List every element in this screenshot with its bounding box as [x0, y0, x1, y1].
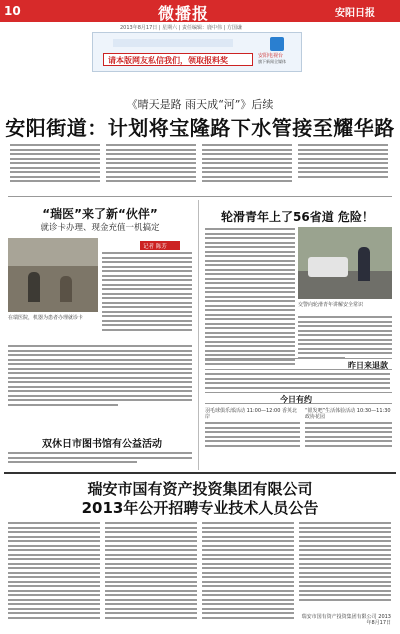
announcement-title-2: 2013年公开招聘专业技术人员公告 — [81, 499, 319, 517]
page-number: 10 — [4, 4, 21, 18]
event-left-body — [205, 422, 300, 449]
announcement-col-4 — [299, 522, 391, 610]
lead-col-1 — [10, 144, 100, 188]
right-story-body — [205, 228, 295, 368]
column-divider — [198, 200, 199, 470]
lead-col-3 — [202, 144, 292, 188]
library-story-body — [8, 452, 192, 466]
ad-slogan: 请本版网友私信我们，领取报料奖 — [108, 56, 228, 65]
ad-tagline-bar — [113, 39, 233, 47]
page-header — [0, 0, 400, 34]
brief-label: 昨日来退款 — [348, 361, 388, 370]
reporter-badge: 记者 陈芳 — [140, 241, 180, 250]
events-label: 今日有约 — [280, 395, 312, 404]
ad-logo-name: 安阳电视台 — [258, 53, 284, 59]
lead-col-2 — [106, 144, 196, 188]
left-story-subtitle: 就诊卡办理、现金充值一机搞定 — [40, 223, 160, 233]
paper-name: 安阳日报 — [335, 8, 375, 19]
library-story-title[interactable]: 双休日市图书馆有公益活动 — [42, 439, 162, 450]
announcement-col-1 — [8, 522, 100, 628]
section-title: 微播报 — [158, 4, 210, 23]
announcement-col-2 — [105, 522, 197, 628]
left-story-body — [102, 252, 192, 333]
right-story-body-cont — [298, 316, 392, 361]
lead-headline: 安阳街道：计划将宝隆路下水管接至耀华路 — [5, 116, 395, 140]
ad-banner[interactable] — [92, 32, 302, 72]
event-right-body — [305, 422, 392, 449]
ad-logo — [258, 37, 298, 67]
right-photo-caption: 交警向轮滑青年讲解安全常识 — [298, 302, 364, 308]
brief-header — [205, 358, 392, 370]
issue-info: 2013年8月17日 | 星期六 | 责任编辑：鹿中伟 | 方国谦 — [120, 25, 242, 31]
lead-body — [10, 144, 390, 188]
lead-col-4 — [298, 144, 388, 188]
announcement-footer: 瑞安市国有资产投资集团有限公司 2013年8月17日 — [301, 614, 391, 626]
ad-slogan-box — [103, 53, 253, 66]
announcement-title-1: 瑞安市国有资产投资集团有限公司 — [87, 480, 313, 498]
brief-body — [205, 373, 390, 391]
left-story-photo — [8, 238, 98, 312]
ad-logo-sub: 旗下新闻全媒体 — [258, 59, 286, 64]
right-story-photo — [298, 227, 392, 299]
event-right: “银发吧”生活体验活动 10:30—11:30 政协花园 — [305, 408, 391, 420]
left-photo-caption: 在瑞医院，机器为患者办理就诊卡 — [8, 315, 84, 321]
tv-station-logo-icon — [270, 37, 284, 51]
left-story-body-cont — [8, 345, 192, 408]
lead-kicker: 《晴天是路 雨天成“河”》后续 — [126, 98, 274, 111]
left-story-title[interactable]: “瑞医”来了新“伙伴” — [42, 207, 158, 221]
divider — [8, 196, 392, 197]
right-story-title[interactable]: 轮滑青年上了56省道 危险！ — [221, 210, 374, 224]
event-left: 羽毛球俱乐部活动 11:00—12:00 香英北岸 — [205, 408, 297, 420]
events-header — [205, 392, 392, 404]
announcement-col-3 — [202, 522, 294, 628]
